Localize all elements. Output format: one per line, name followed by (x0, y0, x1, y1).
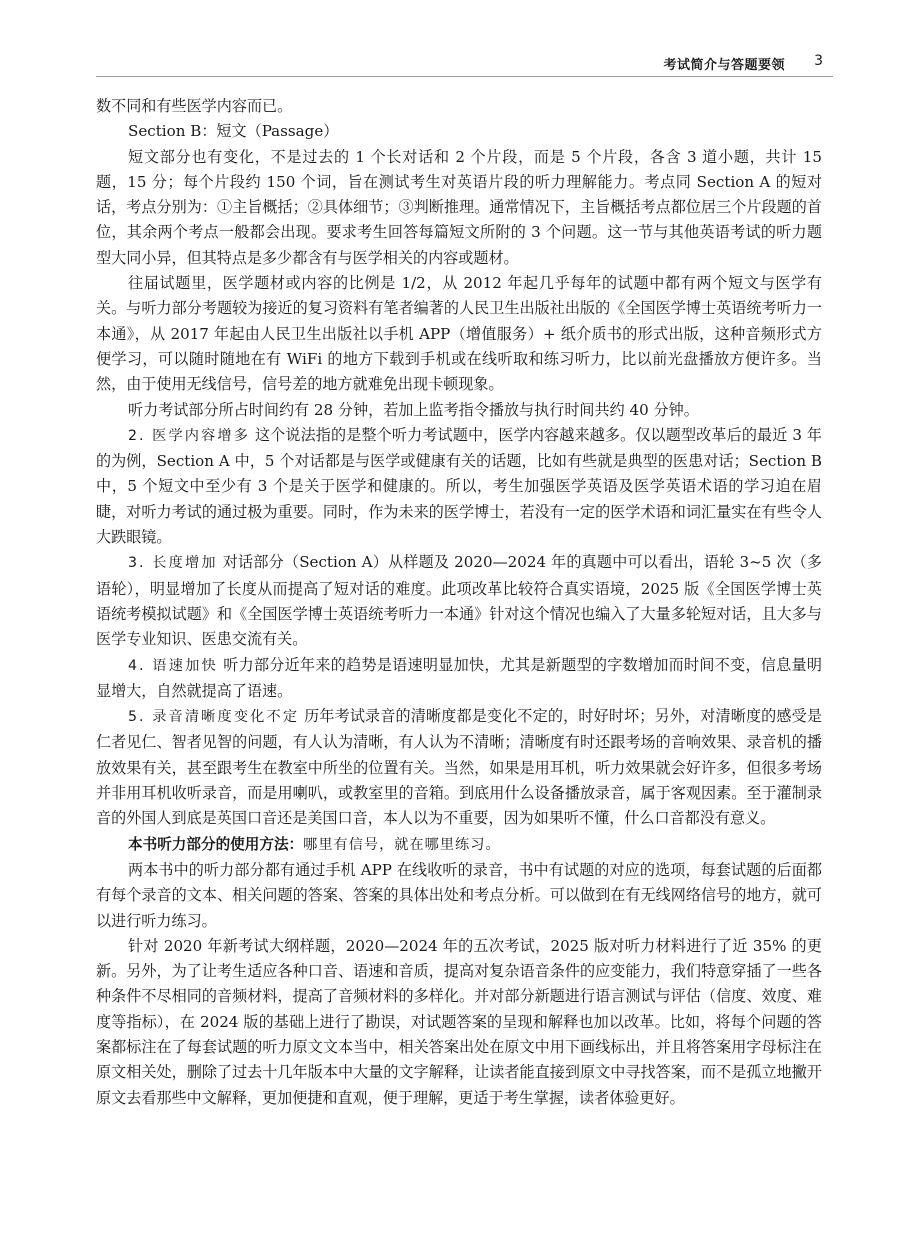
usage-method-lead: 本书听力部分的使用方法： (128, 835, 304, 853)
paragraph-medical-content (96, 423, 822, 550)
paragraph-length-increase (96, 550, 822, 652)
paragraph-past-exams: 往届试题里，医学题材或内容的比例是 1/2，从 2012 年起几乎每年的试题中都有两个短文与医学有关。与听力部分考题较为接近的复习资料有笔者编著的人民卫生出版社出版的《全国医学博士英语统考听力一本通》，从 2017 年起由人民卫生出版社以手机 APP（增值服务）+ 纸介质书的形式出版，这种音频形式方便学习，可以随时随地在有 WiFi 的地方下载到手机或在线听取和练习听力，比以前光盘播放方便许多。当然，由于使用无线信号，信号差的地方就难免出现卡顿现象。 (96, 274, 822, 394)
point-3-body: 对话部分（Section A）从样题及 2020—2024 年的真题中可以看出，语轮 3~5 次（多语轮），明显增加了长度从而提高了短对话的难度。此项改革比较符合真实语境，2025 版《全国医学博士英语统考模拟试题》和《全国医学博士英语统考听力一本通》针对这个情况也编入了大量多轮短对话，且大多与医学专业知识、医患交流有关。 (96, 553, 822, 649)
body-text (96, 94, 822, 1111)
running-header (96, 50, 833, 77)
paragraph-recording-clarity (96, 704, 822, 831)
point-3-lead: 3. 长度增加 (128, 555, 218, 572)
point-4-body: 听力部分近年来的趋势是语速明显加快，尤其是新题型的字数增加而时间不变，信息量明显增大，自然就提高了语速。 (96, 655, 822, 700)
page-number: 3 (814, 53, 823, 69)
paragraph-continuation: 数不同和有些医学内容而已。 (96, 97, 293, 115)
point-4-lead: 4. 语速加快 (128, 657, 219, 674)
paragraph-exam-time: 听力考试部分所占时间约有 28 分钟，若加上监考指令播放与执行时间共约 40 分钟。 (128, 400, 699, 419)
paragraph-app-listening: 两本书中的听力部分都有通过手机 APP 在线收听的录音，书中有试题的对应的选项，每套试题的后面都有每个录音的文本、相关问题的答案、答案的具体出处和考点分析。可以做到在有无线网络信号的地方，就可以进行听力练习。 (96, 860, 822, 930)
paragraph-usage-method (96, 832, 822, 858)
section-b-heading: Section B：短文（Passage） (128, 122, 339, 141)
point-5-lead: 5. 录音清晰度变化不定 (128, 709, 300, 726)
usage-method-body: 哪里有信号，就在哪里练习。 (303, 836, 501, 853)
paragraph-passage-description: 短文部分也有变化，不是过去的 1 个长对话和 2 个片段，而是 5 个片段，各含 3 道小题，共计 15 题，15 分；每个片段约 150 个词，旨在测试考生对英语片段的听力理解能力。考点同 Section A 的短对话，考点分别为：①主旨概括；②具体细节；③判断推理。通常情况下，主旨概括考点都位居三个片段题的首位，其余两个考点一般都会出现。要求考生回答每篇短文所附的 3 个问题。这一节与其他英语考试的听力题型大同小异，但其特点是多少都含有与医学相关的内容或题材。 (96, 147, 822, 267)
point-5-body: 历年考试录音的清晰度都是变化不定的，时好时坏；另外，对清晰度的感受是仁者见仁、智者见智的问题，有人认为清晰，有人认为不清晰；清晰度有时还跟考场的音响效果、录音机的播放效果有关，甚至跟考生在教室中所坐的位置有关。当然，如果是用耳机，听力效果就会好许多，但很多考场并非用耳机收听录音，而是用喇叭，或教室里的音箱。到底用什么设备播放录音，属于客观因素。至于灌制录音的外国人到底是英国口音还是美国口音，本人以为不重要，因为如果听不懂，什么口音都没有意义。 (96, 707, 822, 828)
point-2-body: 这个说法指的是整个听力考试题中，医学内容越来越多。仅以题型改革后的最近 3 年的为例，Section A 中，5 个对话都是与医学或健康有关的话题，比如有些就是典型的医患对话；Section B 中，5 个短文中至少有 3 个是关于医学和健康的。所以，考生加强医学英语及医学英语术语的学习迫在眉睫，对听力考试的通过极为重要。同时，作为未来的医学博士，若没有一定的医学术语和词汇量实在有些令人大跌眼镜。 (96, 425, 823, 547)
chapter-title: 考试简介与答题要领 (663, 58, 785, 73)
point-2-lead: 2. 医学内容增多 (128, 427, 251, 444)
paragraph-2025-update: 针对 2020 年新考试大纲样题，2020—2024 年的五次考试，2025 版对听力材料进行了近 35% 的更新。另外，为了让考生适应各种口音、语速和音质，提高对复杂语音条件的应变能力，我们特意穿插了一些各种条件不尽相同的音频材料，提高了音频材料的多样化。并对部分新题进行语言测试与评估（信度、效度、难度等指标），在 2024 版的基础上进行了勘误，对试题答案的呈现和解释也加以改革。比如，将每个问题的答案都标注在了每套试题的听力原文文本当中，相关答案出处在原文中用下画线标出，并且将答案用字母标注在原文相关处，删除了过去十几年版本中大量的文字解释，让读者能直接到原文中寻找答案，而不是孤立地撇开原文去看那些中文解释，更加便捷和直观，便于理解，更适于考生掌握，读者体验更好。 (96, 936, 822, 1107)
paragraph-speech-rate (96, 653, 822, 705)
